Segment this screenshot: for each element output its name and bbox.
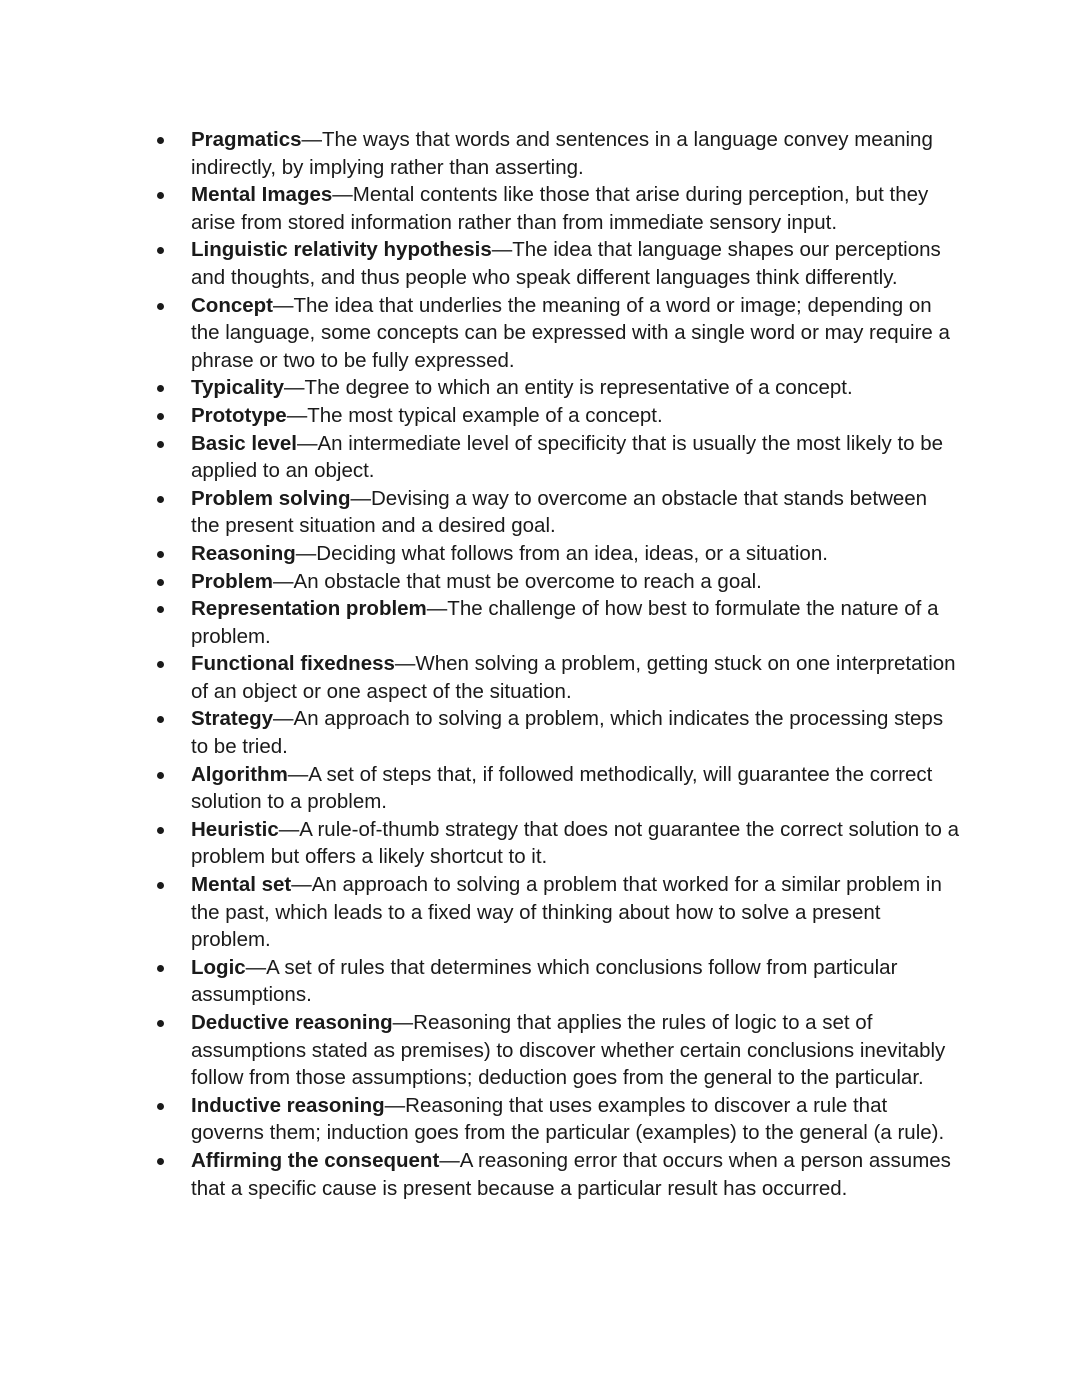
glossary-term: Deductive reasoning (191, 1011, 393, 1034)
glossary-term: Basic level (191, 431, 297, 455)
glossary-definition: The challenge of how best to formulate the nature of a problem. (191, 597, 939, 648)
dash-separator: — (394, 652, 416, 676)
dash-separator: — (287, 762, 309, 786)
dash-separator: — (297, 431, 318, 455)
glossary-term: Affirming the consequent (191, 1148, 440, 1172)
glossary-term: Problem solving (191, 486, 351, 510)
glossary-definition: The idea that underlies the meaning of a word or image; depending on the language, some concepts can be expressed with a single word or may require a phrase or two to be fully expressed. (191, 293, 950, 372)
glossary-item (191, 485, 961, 540)
glossary-term: Mental set (191, 873, 292, 897)
glossary-term: Representation problem (191, 597, 427, 621)
glossary-item (191, 595, 961, 650)
dash-separator: — (245, 955, 267, 979)
glossary-definition: The most typical example of a concept. (307, 403, 663, 427)
glossary-definition: A set of rules that determines which conclusions follow from particular assumptions. (191, 955, 898, 1007)
glossary-item (191, 954, 961, 1009)
glossary-definition: The ways that words and sentences in a language convey meaning indirectly, by implying rather than asserting. (191, 128, 933, 179)
glossary-definition: An intermediate level of specificity that is usually the most likely to be applied to an object. (191, 431, 944, 483)
dash-separator: — (426, 597, 448, 621)
dash-separator: — (350, 486, 371, 510)
dash-separator: — (284, 376, 305, 400)
glossary-term: Mental Images (191, 183, 333, 207)
glossary-definition: An approach to solving a problem that worked for a similar problem in the past, which leads to a fixed way of thinking about how to solve a present problem. (191, 873, 942, 952)
glossary-item (191, 705, 961, 760)
glossary-term: Strategy (191, 707, 274, 731)
glossary-term: Prototype (191, 403, 287, 427)
glossary-definition: A rule-of-thumb strategy that does not guarantee the correct solution to a problem but offers a likely shortcut to it. (191, 817, 960, 869)
glossary-term: Logic (191, 955, 246, 979)
dash-separator: — (286, 403, 308, 427)
glossary-item (191, 761, 961, 816)
glossary-item (191, 292, 961, 375)
glossary-definition: When solving a problem, getting stuck on one interpretation of an object or one aspect of the situation. (191, 652, 956, 703)
glossary-item (191, 402, 961, 430)
glossary-term: Typicality (191, 376, 285, 400)
glossary-item (191, 430, 961, 485)
glossary-definition: An approach to solving a problem, which indicates the processing steps to be tried. (191, 707, 944, 759)
glossary-definition: A reasoning error that occurs when a person assumes that a specific cause is present because a particular result has occurred. (191, 1148, 951, 1200)
dash-separator: — (278, 817, 300, 841)
glossary-term: Pragmatics (191, 128, 302, 151)
dash-separator: — (291, 873, 312, 897)
glossary-term: Problem (191, 569, 274, 593)
dash-separator: — (491, 238, 513, 262)
glossary-definition: A set of steps that, if followed methodically, will guarantee the correct solution to a problem. (191, 762, 933, 814)
glossary-item (191, 540, 961, 568)
glossary-definition: Mental contents like those that arise during perception, but they arise from stored information rather than from immediate sensory input. (191, 183, 929, 234)
glossary-list (0, 126, 961, 1202)
glossary-item (191, 236, 961, 291)
glossary-term: Heuristic (191, 817, 279, 841)
glossary-term: Concept (191, 293, 273, 317)
dash-separator: — (392, 1011, 414, 1034)
glossary-item (191, 871, 961, 954)
glossary-definition: Devising a way to overcome an obstacle that stands between the present situation and a desired goal. (191, 486, 928, 538)
glossary-item (191, 1009, 961, 1092)
dash-separator: — (384, 1093, 406, 1117)
glossary-item (191, 181, 961, 236)
glossary-item (191, 650, 961, 705)
glossary-item (191, 816, 961, 871)
dash-separator: — (295, 541, 317, 565)
glossary-term: Functional fixedness (191, 652, 395, 676)
glossary-definition: Deciding what follows from an idea, ideas, or a situation. (316, 541, 828, 565)
glossary-definition: Reasoning that uses examples to discover a rule that governs them; induction goes from the particular (examples) to the general (a rule). (191, 1093, 945, 1145)
glossary-item (191, 568, 961, 596)
glossary-definition: The degree to which an entity is representative of a concept. (304, 376, 853, 400)
glossary-term: Algorithm (191, 762, 288, 786)
glossary-term: Linguistic relativity hypothesis (191, 238, 492, 262)
glossary-definition: The idea that language shapes our perceptions and thoughts, and thus people who speak different languages think differently. (191, 238, 941, 289)
glossary-item (191, 126, 961, 181)
glossary-term: Reasoning (191, 541, 296, 565)
dash-separator: — (273, 293, 294, 317)
glossary-item (191, 1092, 961, 1147)
dash-separator: — (273, 707, 294, 731)
dash-separator: — (332, 183, 353, 207)
dash-separator: — (273, 569, 294, 593)
glossary-term: Inductive reasoning (191, 1093, 385, 1117)
glossary-item (191, 1147, 961, 1202)
glossary-item (191, 374, 961, 402)
dash-separator: — (439, 1148, 460, 1172)
document-page (0, 126, 1080, 1202)
glossary-definition: An obstacle that must be overcome to reach a goal. (293, 569, 762, 593)
dash-separator: — (301, 128, 323, 151)
glossary-definition: Reasoning that applies the rules of logic to a set of assumptions stated as premises) to discover whether certain conclusions inevitably follow from those assumptions; deduction goes from the general to the particular. (191, 1011, 946, 1090)
